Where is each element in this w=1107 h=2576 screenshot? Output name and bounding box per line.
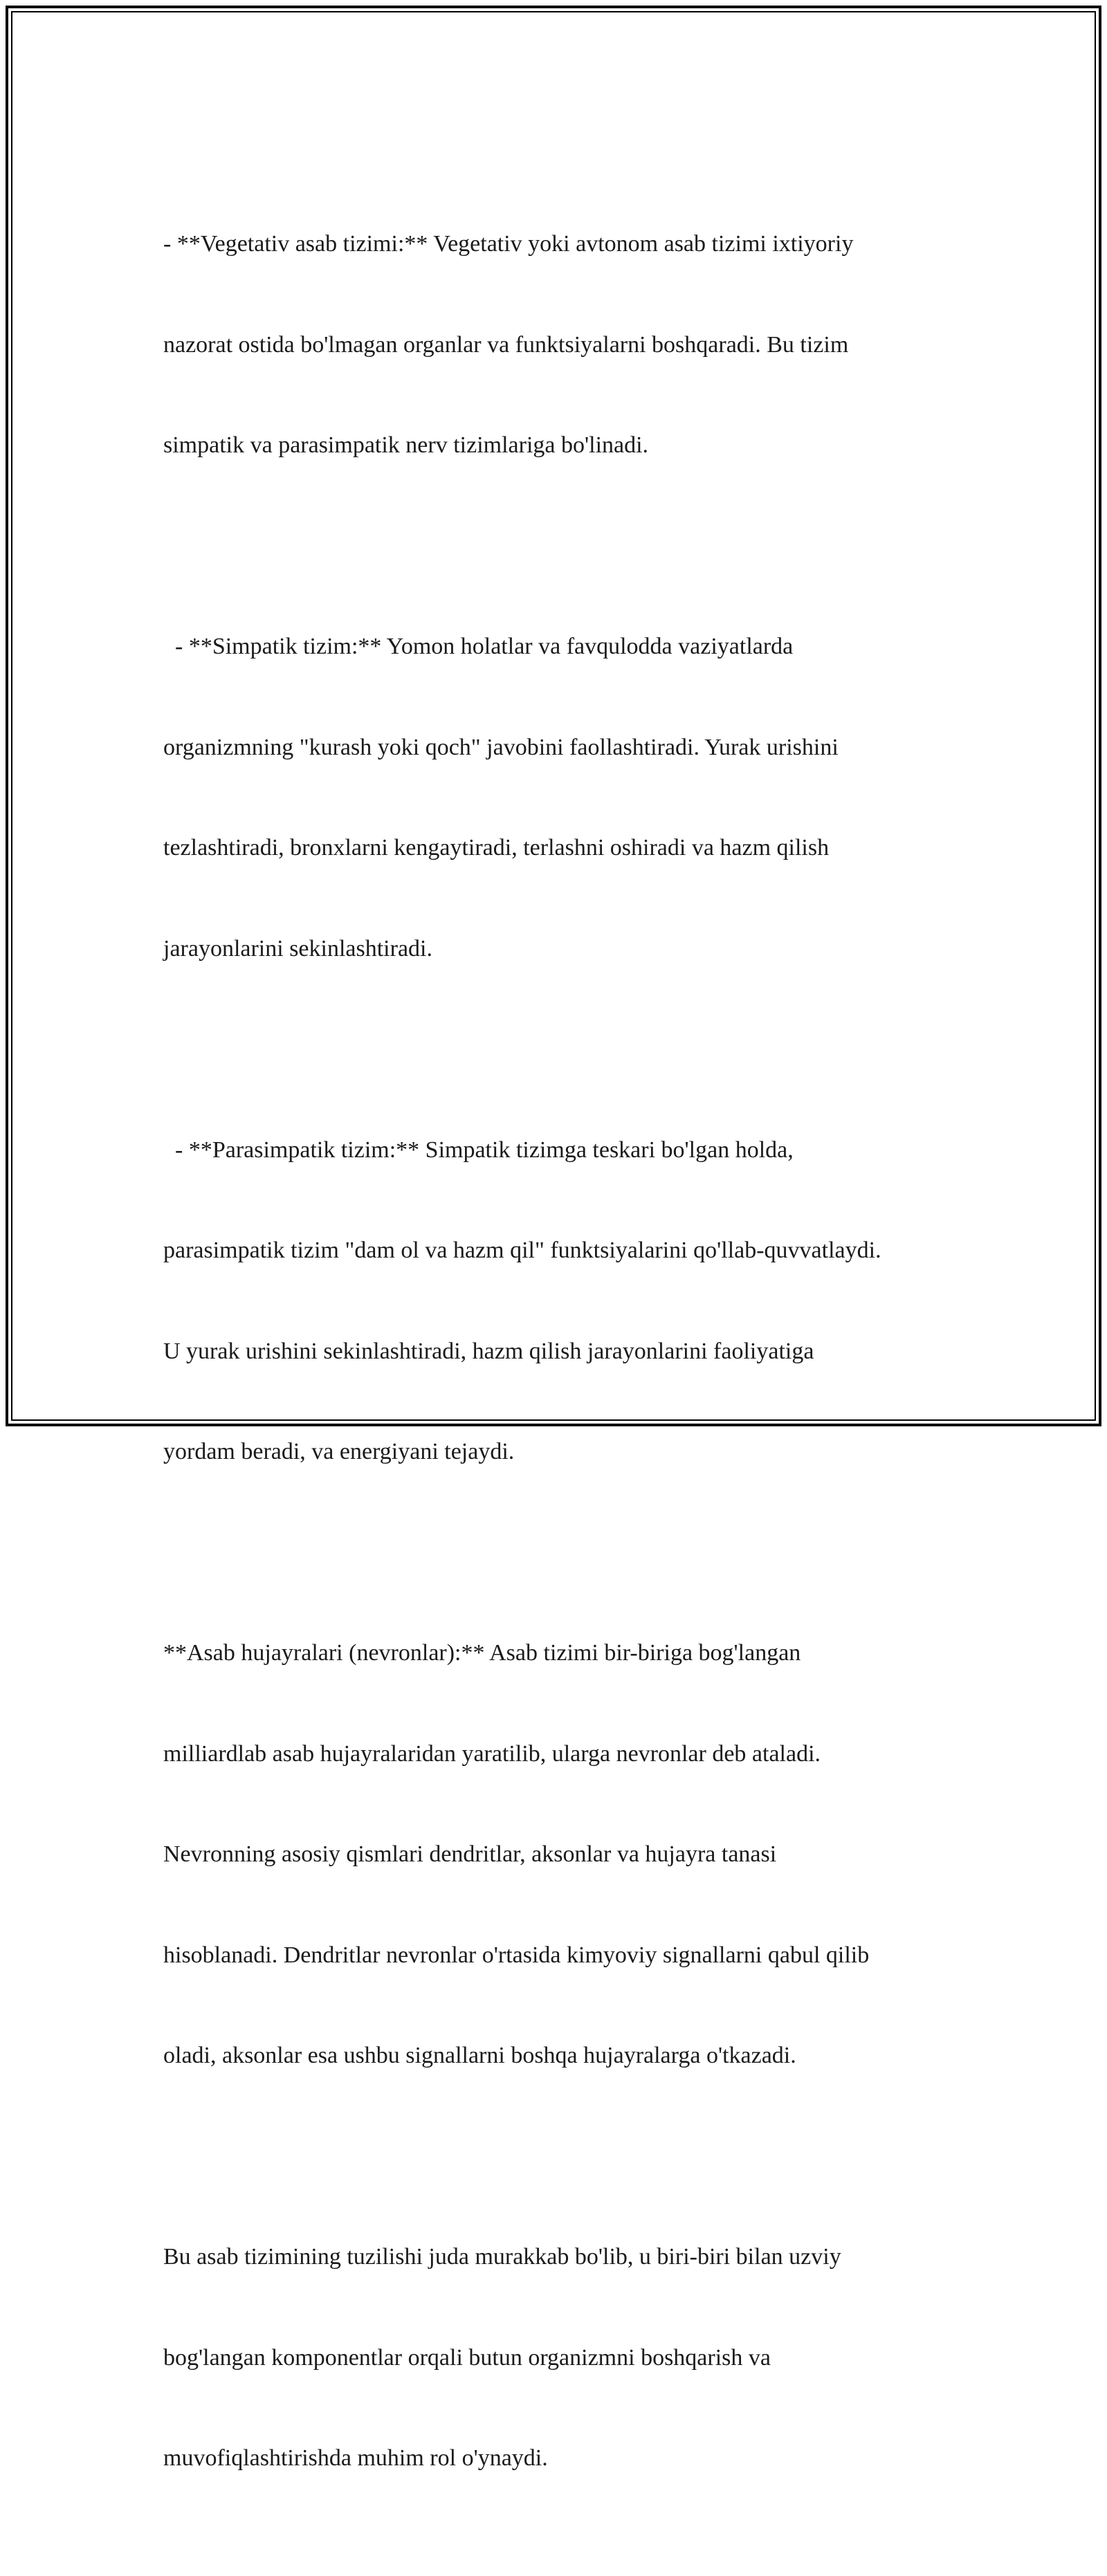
text-line: - **Vegetativ asab tizimi:** Vegetativ yoki avtonom asab tizimi ixtiyoriy (163, 231, 854, 257)
text-line: milliardlab asab hujayralaridan yaratilib, ularga nevronlar deb ataladi. (163, 1740, 821, 1767)
text-line: tezlashtiradi, bronxlarni kengaytiradi, terlashni oshiradi va hazm qilish (163, 835, 830, 861)
paragraph-nevronlar (163, 1570, 966, 2140)
paragraph-parasimpatik (163, 1067, 966, 1536)
text-line: U yurak urishini sekinlashtiradi, hazm qilish jarayonlarini faoliyatiga (163, 1338, 814, 1364)
text-line: bog'langan komponentlar orqali butun organizmni boshqarish va (163, 2344, 771, 2371)
paragraph-vegetativ (163, 160, 966, 530)
paragraph-simpatik (163, 563, 966, 1033)
text-line: Nevronning asosiy qismlari dendritlar, aksonlar va hujayra tanasi (163, 1841, 777, 1867)
text-line: **Asab hujayralari (nevronlar):** Asab tizimi bir-biriga bog'langan (163, 1640, 801, 1666)
text-line: nazorat ostida bo'lmagan organlar va funktsiyalarni boshqaradi. Bu tizim (163, 331, 849, 358)
document-body (163, 160, 966, 2576)
text-line: yordam beradi, va energiyani tejaydi. (163, 1439, 515, 1464)
text-line: hisoblanadi. Dendritlar nevronlar o'rtasida kimyoviy signallarni qabul qilib (163, 1942, 870, 1968)
paragraph-conclusion (163, 2173, 966, 2543)
text-line: - **Parasimpatik tizim:** Simpatik tizimga teskari bo'lgan holda, (163, 1137, 794, 1163)
text-line: muvofiqlashtirishda muhim rol o'ynaydi. (163, 2445, 548, 2471)
text-line: oladi, aksonlar esa ushbu signallarni boshqa hujayralarga o'tkazadi. (163, 2043, 796, 2068)
text-line: parasimpatik tizim "dam ol va hazm qil" funktsiyalarini qo'llab-quvvatlaydi. (163, 1238, 881, 1263)
text-line: simpatik va parasimpatik nerv tizimlariga bo'linadi. (163, 432, 649, 458)
text-line: jarayonlarini sekinlashtiradi. (163, 935, 432, 962)
text-line: organizmning "kurash yoki qoch" javobini faollashtiradi. Yurak urishini (163, 734, 839, 760)
text-line: - **Simpatik tizim:** Yomon holatlar va favqulodda vaziyatlarda (163, 634, 794, 659)
text-line: Bu asab tizimining tuzilishi juda murakkab bo'lib, u biri-biri bilan uzviy (163, 2244, 841, 2270)
